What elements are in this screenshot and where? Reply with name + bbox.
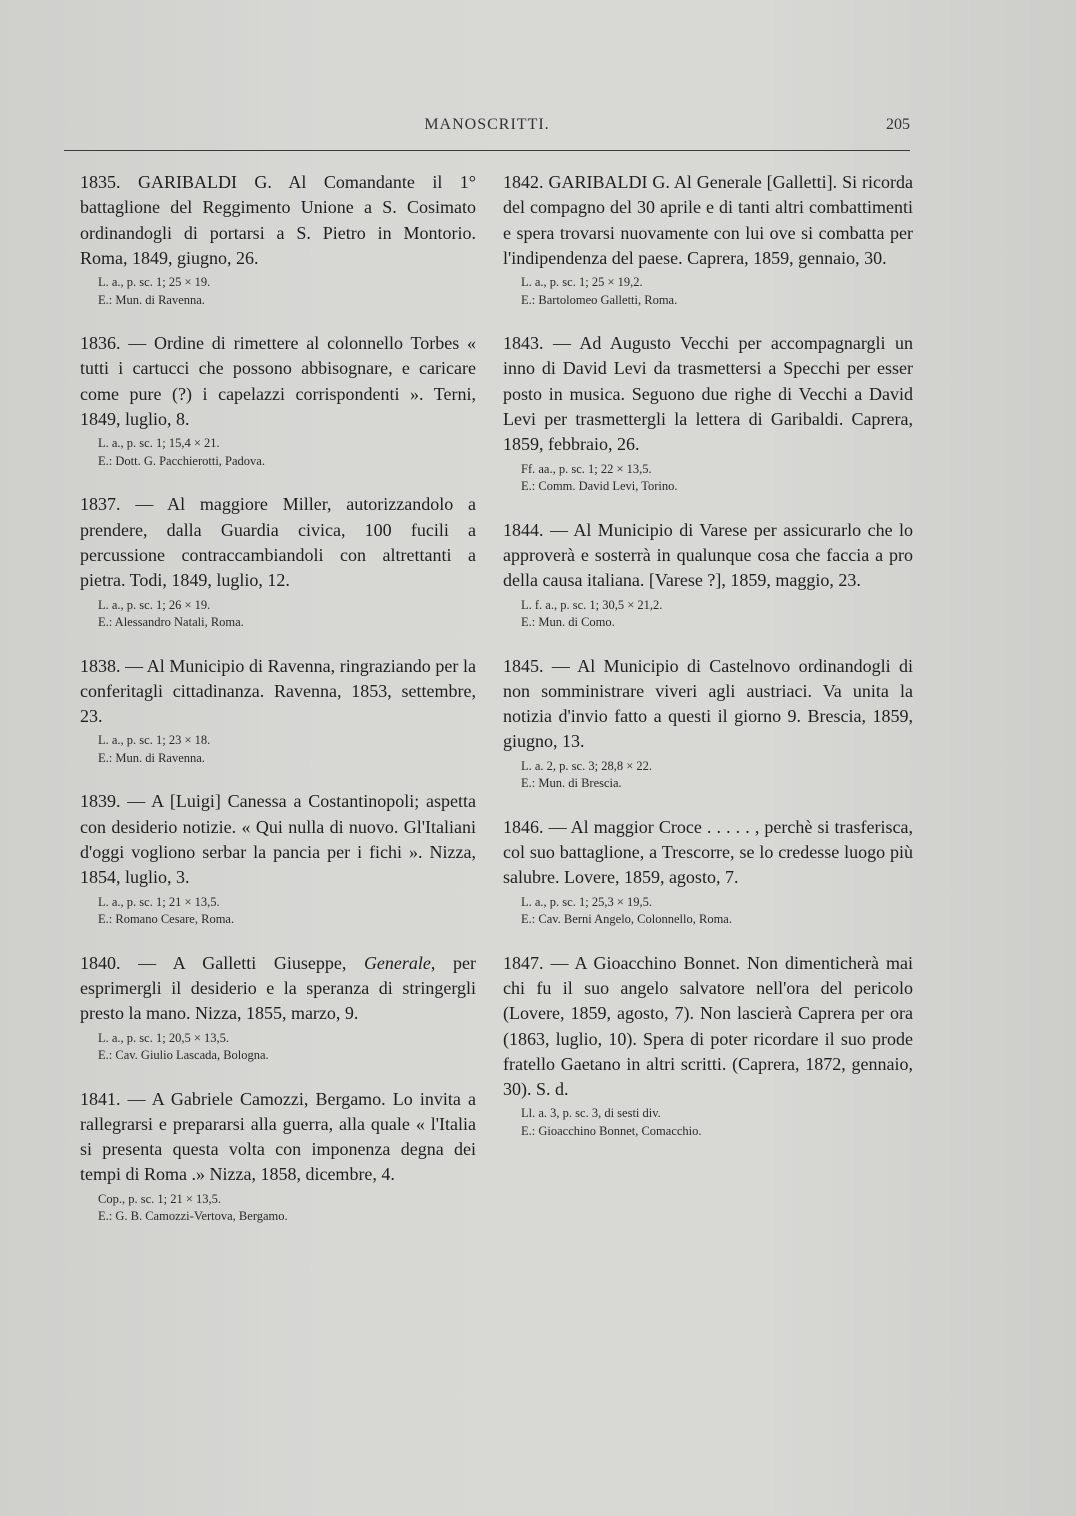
entry-description-end: , per esprimergli il desiderio e la speranza di stringergli presto la mano. Nizza, 1855, marzo, 9. [80, 952, 476, 1024]
running-title: MANOSCRITTI. [424, 116, 550, 133]
entry-description: — Al maggiore Miller, autorizzandolo a prendere, dalla Guardia civica, 100 fucili a percussione contraccambiandoli con altrettanti a pietra. Todi, 1849, luglio, 12. [80, 494, 477, 591]
entry-owner: E.: Mun. di Ravenna. [98, 292, 205, 307]
right-column [503, 170, 913, 1162]
page-number: 205 [886, 116, 910, 133]
entry-owner: E.: G. B. Camozzi-Vertova, Bergamo. [98, 1209, 288, 1224]
entry-number: 1847. [503, 952, 544, 973]
entry-1844 [503, 518, 913, 632]
entry-1836 [80, 331, 476, 470]
entry-number: 1845. [503, 655, 544, 676]
entry-owner: E.: Comm. David Levi, Torino. [521, 479, 678, 494]
entry-description: — A Gioacchino Bonnet. Non dimenticherà mai chi fu il suo angelo salvatore nell'ora del pericolo (Lovere, 1859, agosto, 7). Non lascierà Caprera per ora (1863, luglio, 10). Spera di poter ricordare il suo prode fratello Gaetano in altri scritti. (Caprera, 1872, gennaio, 30). S. d. [503, 952, 913, 1100]
entry-owner: E.: Gioacchino Bonnet, Comacchio. [521, 1123, 702, 1138]
entry-physical-desc: L. f. a., p. sc. 1; 30,5 × 21,2. [521, 597, 663, 612]
entry-number: 1841. [80, 1088, 121, 1109]
entry-1841 [80, 1087, 476, 1226]
entry-physical-desc: L. a., p. sc. 1; 23 × 18. [98, 733, 211, 748]
entry-owner: E.: Mun. di Ravenna. [98, 750, 205, 765]
entry-physical-desc: Ll. a. 3, p. sc. 3, di sesti div. [521, 1106, 661, 1121]
running-head [64, 116, 910, 142]
entry-owner: E.: Romano Cesare, Roma. [98, 912, 235, 927]
entry-1838 [80, 654, 476, 768]
entry-number: 1842. [503, 172, 544, 192]
entry-number: 1838. [80, 655, 121, 676]
entry-physical-desc: L. a., p. sc. 1; 25 × 19. [98, 275, 211, 290]
left-column [80, 170, 476, 1248]
entry-number: 1846. [503, 816, 544, 837]
entry-description: — Al Municipio di Castelnovo ordinandogli di non somministrare viveri agli austriaci. Va unita la notizia d'invio fatto a questi il giorno 9. Brescia, 1859, giugno, 13. [503, 655, 913, 752]
header-rule [64, 150, 910, 151]
entry-owner: E.: Cav. Berni Angelo, Colonnello, Roma. [521, 912, 732, 927]
entry-1837 [80, 492, 476, 631]
entry-1846 [503, 815, 913, 929]
entry-physical-desc: L. a., p. sc. 1; 26 × 19. [98, 597, 211, 612]
entry-1847 [503, 951, 913, 1141]
entry-1840 [80, 951, 476, 1065]
entry-owner: E.: Dott. G. Pacchierotti, Padova. [98, 453, 265, 468]
entry-description: GARIBALDI G. Al Comandante il 1° battaglione del Reggimento Unione a S. Cosimato ordinandogli di portarsi a S. Pietro in Montorio. Roma, 1849, giugno, 26. [80, 172, 476, 268]
entry-physical-desc: L. a., p. sc. 1; 20,5 × 13,5. [98, 1030, 229, 1045]
entry-italic-title: Generale [363, 952, 431, 973]
entry-physical-desc: L. a., p. sc. 1; 21 × 13,5. [98, 894, 220, 909]
entry-number: 1837. [80, 494, 121, 515]
entry-physical-desc: Ff. aa., p. sc. 1; 22 × 13,5. [521, 461, 652, 476]
entry-number: 1844. [503, 519, 544, 540]
entry-number: 1835. [80, 172, 121, 192]
entry-description: — Al maggior Croce . . . . . , perchè si trasferisca, col suo battaglione, a Trescorre, se lo credesse luogo più salubre. Lovere, 1859, agosto, 7. [503, 816, 914, 888]
entry-physical-desc: L. a., p. sc. 1; 25,3 × 19,5. [521, 894, 652, 909]
entry-description: GARIBALDI G. Al Generale [Galletti]. Si ricorda del compagno del 30 aprile e di tanti altri combattimenti e spera trovarsi nuovamente con lui ove si combatta per l'indipendenza del paese. Caprera, 1859, gennaio, 30. [503, 172, 914, 268]
entry-description-start: — A Galletti Giuseppe, [138, 952, 364, 973]
entry-owner: E.: Mun. di Como. [521, 615, 615, 630]
entry-owner: E.: Mun. di Brescia. [521, 776, 622, 791]
entry-1842 [503, 170, 913, 309]
entry-physical-desc: L. a., p. sc. 1; 25 × 19,2. [521, 275, 643, 290]
entry-description: — Al Municipio di Ravenna, ringraziando per la conferitagli cittadinanza. Ravenna, 1853, settembre, 23. [80, 655, 476, 727]
entry-1835 [80, 170, 476, 309]
entry-owner: E.: Bartolomeo Galletti, Roma. [521, 292, 678, 307]
entry-number: 1843. [503, 333, 544, 354]
entry-physical-desc: Cop., p. sc. 1; 21 × 13,5. [98, 1191, 222, 1206]
entry-description: — Ordine di rimettere al colonnello Torbes « tutti i cartucci che possono abbisognare, e caricare come pure (?) i capelazzi corrispondenti ». Terni, 1849, luglio, 8. [80, 333, 476, 430]
entry-number: 1840. [80, 952, 121, 973]
entry-description: — A Gabriele Camozzi, Bergamo. Lo invita a rallegrarsi e prepararsi alla guerra, alla quale « l'Italia si presenta questa volta con imponenza degna dei tempi di Roma .» Nizza, 1858, dicembre, 4. [80, 1088, 476, 1185]
entry-physical-desc: L. a., p. sc. 1; 15,4 × 21. [98, 436, 220, 451]
entry-description: — Al Municipio di Varese per assicurarlo che lo approverà e sosterrà in qualunque cosa che faccia a pro della causa italiana. [Varese ?], 1859, maggio, 23. [503, 519, 913, 591]
entry-number: 1836. [80, 333, 121, 354]
entry-description: — Ad Augusto Vecchi per accompagnargli un inno di David Levi da trasmettersi a Specchi per esser posto in musica. Seguono due righe di Vecchi a David Levi per trasmettergli la lettera di Garibaldi. Caprera, 1859, febbraio, 26. [503, 333, 913, 455]
entry-owner: E.: Cav. Giulio Lascada, Bologna. [98, 1048, 269, 1063]
entry-physical-desc: L. a. 2, p. sc. 3; 28,8 × 22. [521, 758, 652, 773]
entry-description: — A [Luigi] Canessa a Costantinopoli; aspetta con desiderio notizie. « Qui nulla di nuovo. Gl'Italiani d'oggi vogliono serbar la pancia per i fichi ». Nizza, 1854, luglio, 3. [80, 791, 477, 888]
entry-number: 1839. [80, 791, 121, 812]
entry-1843 [503, 331, 913, 495]
entry-owner: E.: Alessandro Natali, Roma. [98, 615, 244, 630]
entry-1845 [503, 654, 913, 793]
entry-1839 [80, 789, 476, 928]
